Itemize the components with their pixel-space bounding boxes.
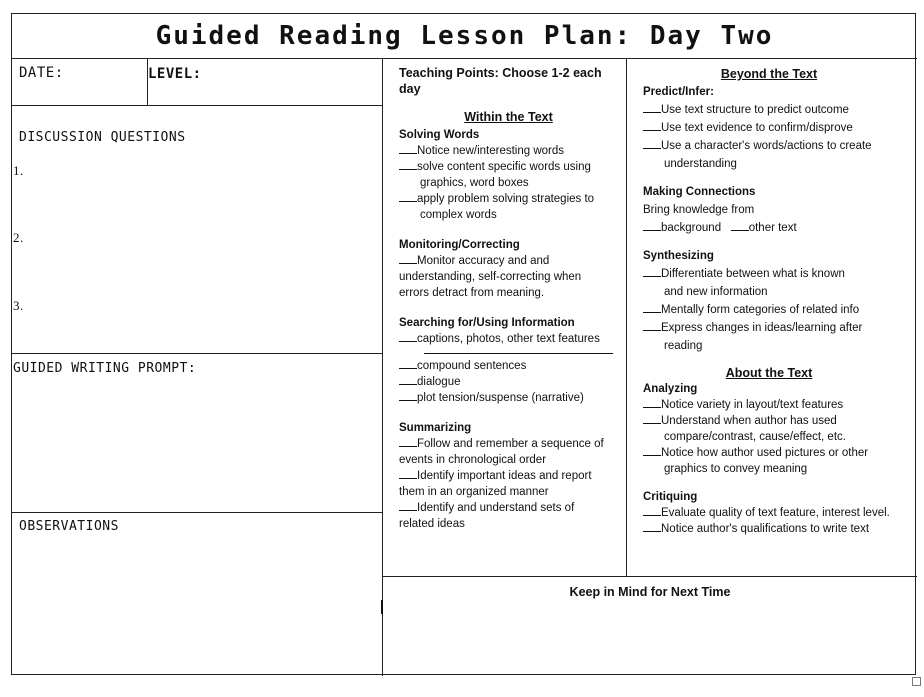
- guided-writing-label: GUIDED WRITING PROMPT:: [13, 361, 197, 376]
- checklist-item-continuation: and new information: [664, 286, 768, 298]
- teaching-points-heading: Teaching Points: Choose 1-2 each day: [399, 66, 602, 96]
- cursor-mark: [381, 600, 384, 614]
- keep-in-mind-heading: Keep in Mind for Next Time: [569, 585, 731, 599]
- checklist-item-continuation: them in an organized manner: [399, 486, 549, 498]
- question-number-1: 1.: [13, 163, 24, 178]
- checklist-item-continuation: graphics to convey meaning: [664, 463, 808, 475]
- monitoring-title: Monitoring/Correcting: [399, 239, 520, 251]
- checklist-item-continuation: events in chronological order: [399, 454, 547, 466]
- checklist-item[interactable]: Follow and remember a sequence of: [399, 436, 626, 452]
- observations-section[interactable]: [12, 513, 383, 676]
- checklist-item[interactable]: Monitor accuracy and and: [399, 253, 626, 269]
- connections-text: Bring knowledge from: [643, 204, 755, 216]
- connections-title: Making Connections: [643, 186, 756, 198]
- checklist-item[interactable]: Evaluate quality of text feature, interest level.: [643, 505, 917, 521]
- teaching-points-column: [383, 59, 627, 576]
- discussion-questions-section[interactable]: [12, 106, 383, 354]
- checklist-item-continuation: complex words: [420, 209, 497, 221]
- predict-title: Predict/Infer:: [643, 86, 714, 98]
- blank-write-in-line[interactable]: [424, 353, 613, 354]
- guided-writing-section[interactable]: [12, 354, 383, 513]
- checklist-item[interactable]: Identify and understand sets of: [399, 500, 626, 516]
- checklist-item-continuation: graphics, word boxes: [420, 177, 529, 189]
- summarizing-title: Summarizing: [399, 422, 472, 434]
- checklist-item[interactable]: Notice author's qualifications to write text: [643, 521, 917, 537]
- checklist-item[interactable]: Use text evidence to confirm/disprove: [643, 119, 917, 137]
- checklist-item[interactable]: background other text: [643, 219, 917, 237]
- date-label: DATE:: [19, 65, 64, 81]
- keep-in-mind-section[interactable]: [383, 576, 917, 676]
- checklist-item[interactable]: Differentiate between what is known: [643, 265, 917, 283]
- level-label: LEVEL:: [148, 66, 202, 82]
- page-title: Guided Reading Lesson Plan: Day Two: [12, 14, 917, 59]
- page-corner-checkbox[interactable]: [912, 677, 921, 686]
- solving-words-title: Solving Words: [399, 129, 480, 141]
- checklist-item-continuation: errors detract from meaning.: [399, 287, 545, 299]
- checklist-item[interactable]: Notice how author used pictures or other: [643, 445, 917, 461]
- checklist-item[interactable]: Express changes in ideas/learning after: [643, 319, 917, 337]
- checklist-item[interactable]: compound sentences: [399, 358, 626, 374]
- checklist-item-continuation: understanding, self-correcting when: [399, 271, 582, 283]
- checklist-item-continuation: understanding: [664, 158, 737, 170]
- question-number-3: 3.: [13, 298, 24, 313]
- level-field[interactable]: [148, 59, 383, 106]
- checklist-item[interactable]: dialogue: [399, 374, 626, 390]
- checklist-item[interactable]: Understand when author has used: [643, 413, 917, 429]
- checklist-item[interactable]: plot tension/suspense (narrative): [399, 390, 626, 406]
- checklist-item[interactable]: Notice new/interesting words: [399, 143, 626, 159]
- lesson-plan-page: [11, 13, 916, 675]
- checklist-item-continuation: reading: [664, 340, 703, 352]
- question-number-2: 2.: [13, 230, 24, 245]
- checklist-item[interactable]: Use text structure to predict outcome: [643, 101, 917, 119]
- synthesizing-title: Synthesizing: [643, 250, 714, 262]
- checklist-item[interactable]: Identify important ideas and report: [399, 468, 626, 484]
- analyzing-title: Analyzing: [643, 383, 698, 395]
- checklist-item[interactable]: apply problem solving strategies to: [399, 191, 626, 207]
- beyond-text-column: [627, 59, 917, 576]
- date-field[interactable]: [12, 59, 148, 106]
- searching-title: Searching for/Using Information: [399, 317, 575, 329]
- discussion-label: DISCUSSION QUESTIONS: [19, 130, 186, 145]
- about-text-heading: About the Text: [725, 366, 813, 380]
- beyond-text-heading: Beyond the Text: [720, 67, 818, 81]
- checklist-item[interactable]: captions, photos, other text features: [399, 331, 626, 347]
- checklist-item[interactable]: Mentally form categories of related info: [643, 301, 917, 319]
- checklist-item[interactable]: Use a character's words/actions to create: [643, 137, 917, 155]
- checklist-item-continuation: compare/contrast, cause/effect, etc.: [664, 431, 846, 443]
- checklist-item[interactable]: Notice variety in layout/text features: [643, 397, 917, 413]
- observations-label: OBSERVATIONS: [19, 519, 119, 534]
- checklist-item-continuation: related ideas: [399, 518, 465, 530]
- checklist-item[interactable]: solve content specific words using: [399, 159, 626, 175]
- critiquing-title: Critiquing: [643, 491, 698, 503]
- within-text-heading: Within the Text: [464, 110, 553, 124]
